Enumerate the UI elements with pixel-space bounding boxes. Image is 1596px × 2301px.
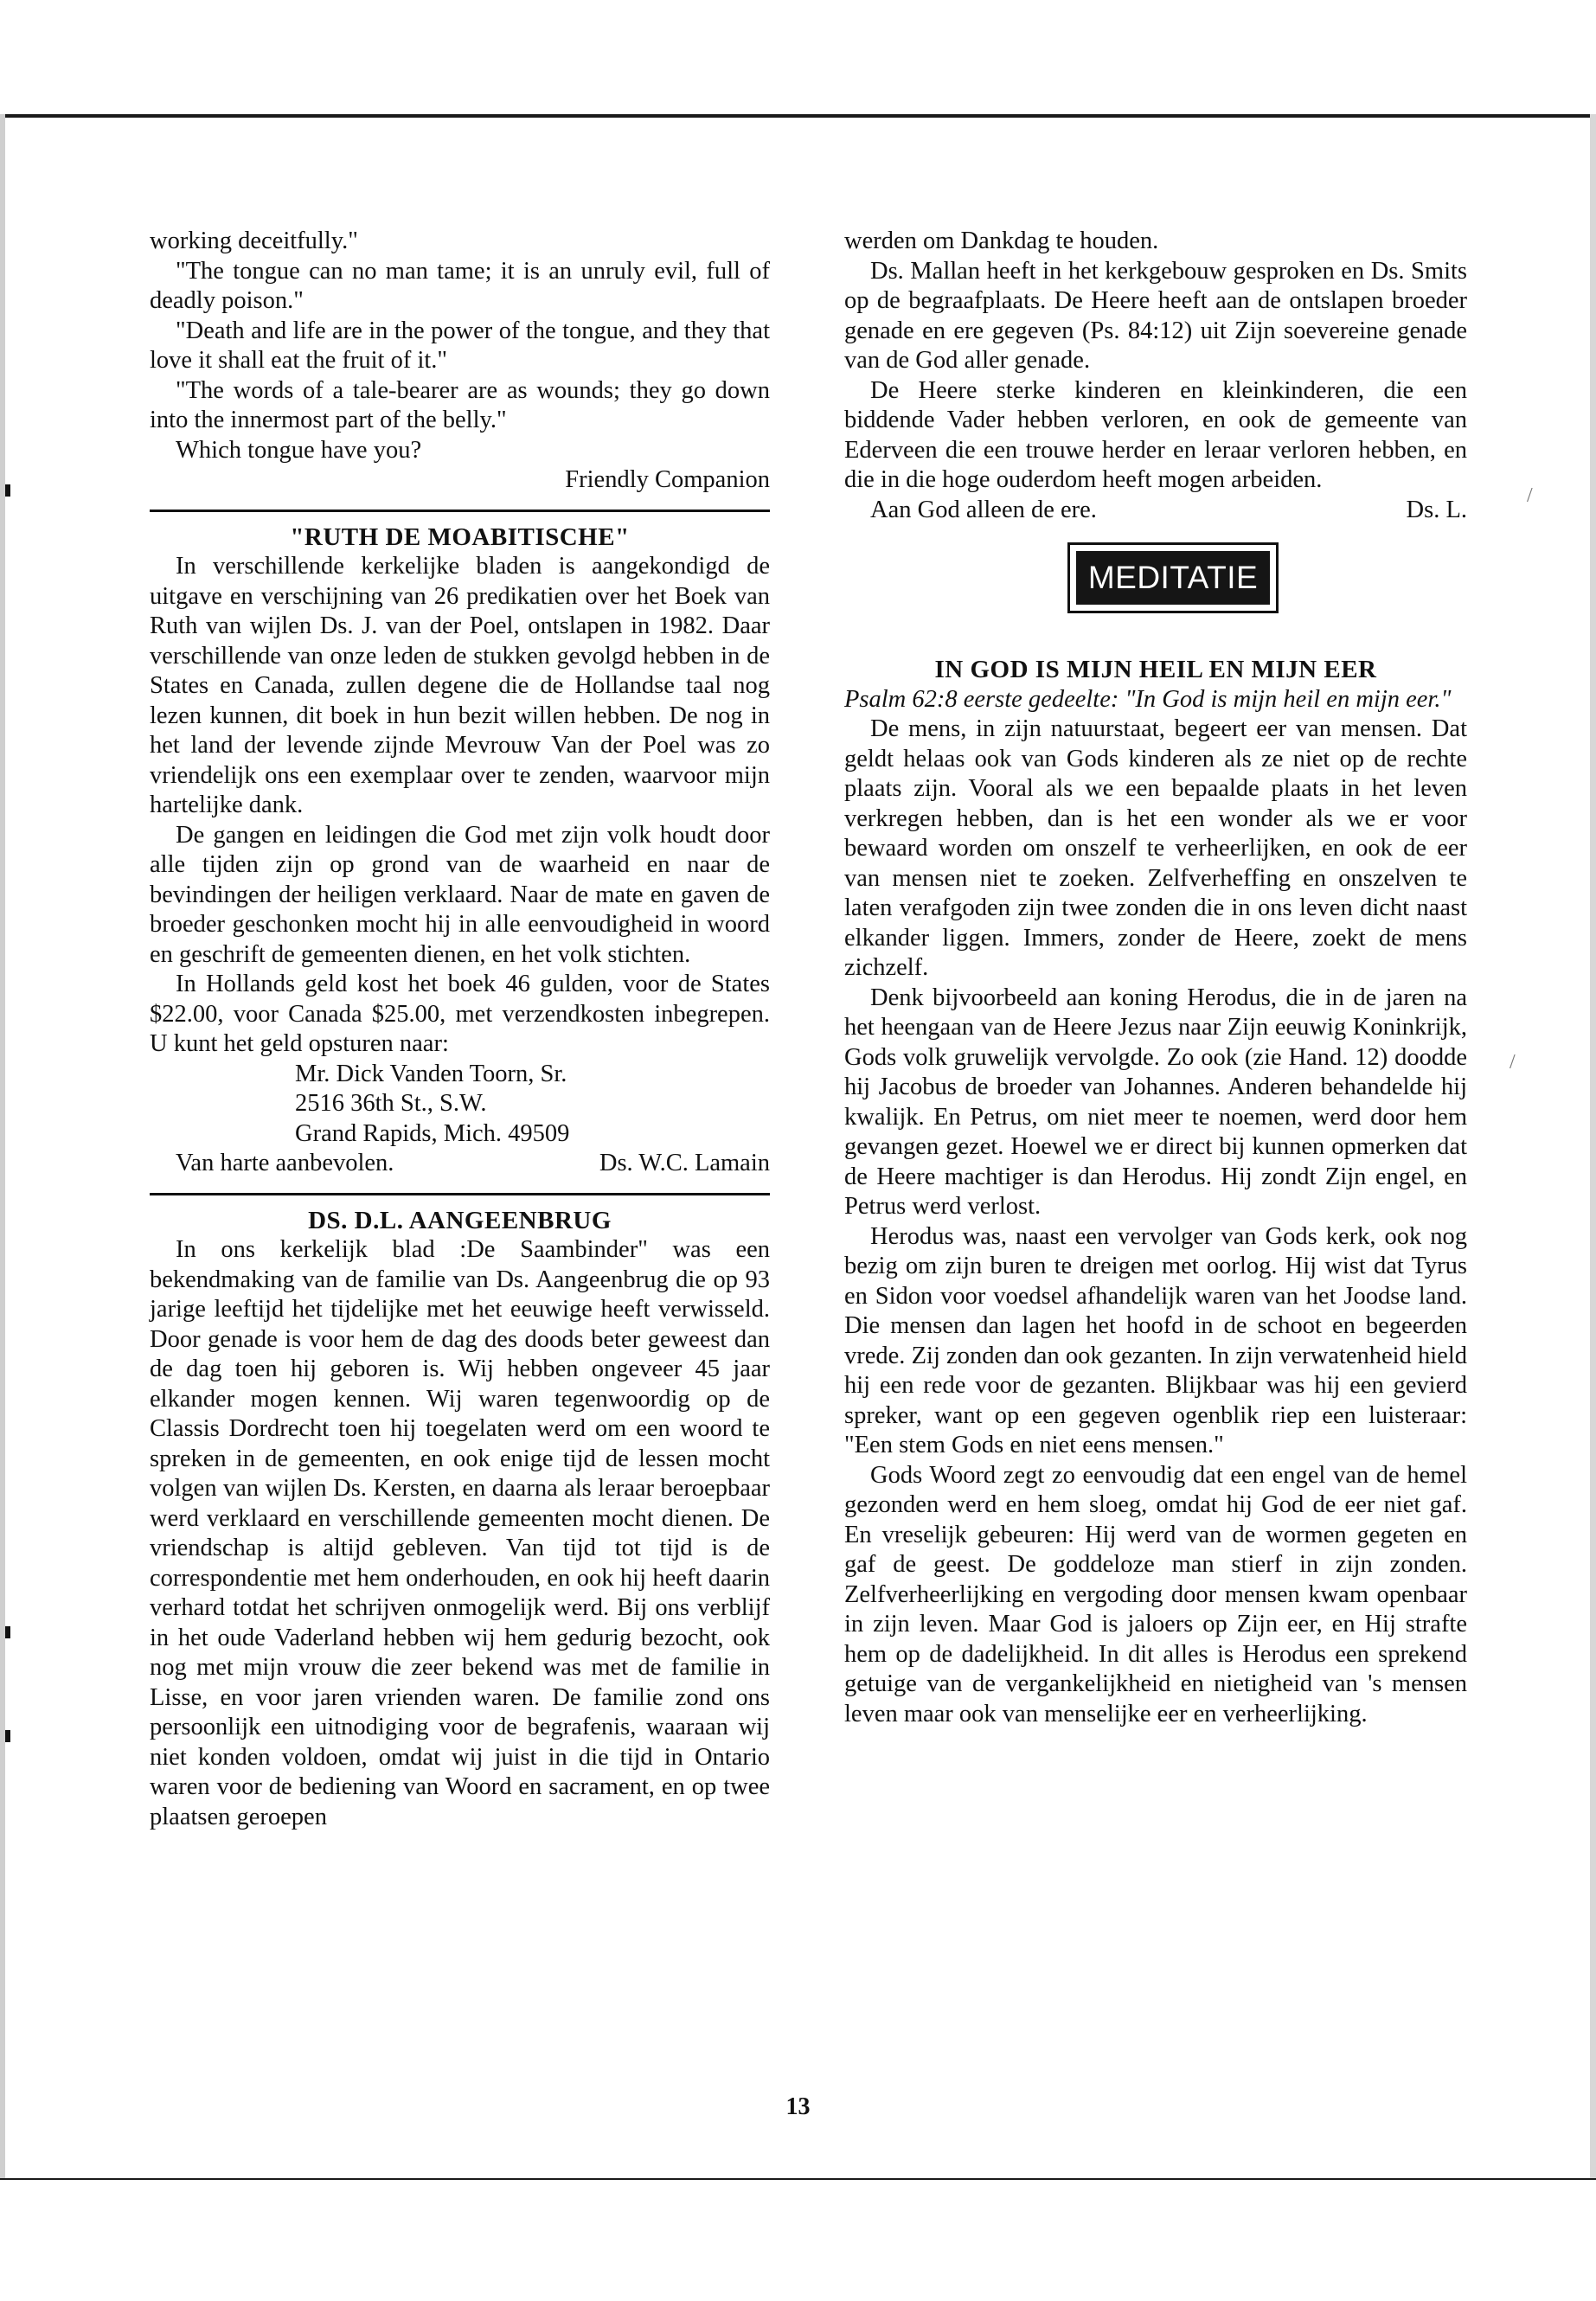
ruth-signature: Ds. W.C. Lamain	[599, 1150, 770, 1176]
scan-bottom-margin	[0, 2180, 1596, 2301]
quote-line: "The tongue can no man tame; it is an unruly evil, full of deadly poison."	[150, 257, 770, 314]
ruth-paragraph: De gangen en leidingen die God met zijn volk houdt door alle tijden zijn op grond van de waarheid en naar de bevindingen der heiligen verklaard. Naar de mate en gaven de broeder geschonken mocht hij in alle eenvoudigheid in woord en geschrift de gemeenten dienen, en het volk stichten.	[150, 821, 770, 968]
aangeenbrug-title: DS. D.L. AANGEENBRUG	[308, 1206, 612, 1234]
meditation-title: IN GOD IS MIJN HEIL EN MIJN EER	[934, 656, 1377, 683]
page-right-edge	[1590, 114, 1596, 2182]
left-column	[150, 227, 770, 1832]
address-line: 2516 36th St., S.W.	[295, 1090, 487, 1117]
page-number: 13	[785, 2093, 811, 2120]
address-line: Grand Rapids, Mich. 49509	[295, 1119, 570, 1147]
quote-line: Which tongue have you?	[176, 436, 422, 464]
pencil-mark: /	[1527, 484, 1533, 507]
quote-line: "Death and life are in the power of the tongue, and they that love it shall eat the fruit of it."	[150, 317, 770, 374]
binding-mark	[5, 1626, 10, 1638]
ruth-paragraph: In Hollands geld kost het boek 46 gulden, voor de States $22.00, voor Canada $25.00, met verzendkosten inbegrepen. U kunt het geld opsturen naar:	[150, 971, 770, 1057]
meditatie-label: MEDITATIE	[1076, 551, 1270, 605]
quote-source: Friendly Companion	[565, 466, 770, 493]
page-left-edge	[0, 114, 5, 2182]
ruth-signoff	[150, 1149, 770, 1179]
meditatie-frame	[1067, 542, 1279, 613]
closing-row	[844, 496, 1467, 526]
section-divider	[150, 510, 770, 512]
right-column	[844, 227, 1467, 1729]
closing-signature: Ds. L.	[1406, 496, 1467, 523]
meditatie-banner	[844, 542, 1467, 613]
meditation-paragraph: Herodus was, naast een vervolger van Gods kerk, ook nog bezig om zijn buren te dreigen met oorlog. Hij wist dat Tyrus en Sidon voor voedsel afhandelijk waren van het Joodse land. Die mensen dan lagen het hoofd in de schoot en begeerden vrede. Zij zonden dan ook gezanten. In zijn verwatenheid hield hij een rede voor de gezanten. Blijkbaar was hij een gevierd spreker, want op een gegeven ogenblik riep een luisteraar: "Een stem Gods en niet eens mensen."	[844, 1222, 1467, 1458]
page-top-edge	[0, 114, 1596, 118]
binding-mark	[5, 1730, 10, 1742]
address-line: Mr. Dick Vanden Toorn, Sr.	[295, 1060, 567, 1087]
scan-top-margin	[0, 0, 1596, 114]
binding-mark	[5, 484, 10, 497]
quote-line: working deceitfully."	[150, 228, 358, 254]
continuation-line: werden om Dankdag te houden.	[844, 228, 1159, 254]
recommend-text: Van harte aanbevolen.	[176, 1150, 394, 1176]
aangeenbrug-paragraph: In ons kerkelijk blad :De Saambinder" was een bekendmaking van de familie van Ds. Aangeenbrug die op 93 jarige leeftijd het tijdelijke met het eeuwige heeft verwisseld. Door genade is voor hem de dag des doods beter geweest dan de dag toen hij geboren is. Wij hebben ongeveer 45 jaar elkander mogen kennen. Wij waren tegenwoordig op de Classis Dordrecht toen hij toegelaten werd om een woord te spreken in de gemeenten, en ook enige tijd de lessen mocht volgen van wijlen Ds. Kersten, en daarna als leraar beroepbaar werd verklaard en verschillende gemeenten mocht dienen. De vriendschap is altijd gebleven. Van tijd tot tijd is de correspondentie met hem onderhouden, en ook hij heeft daarin verhard totdat het schrijven onmogelijk werd. Bij ons verblijf in het oude Vaderland hebben wij hem gedurig bezocht, ook nog met mijn vrouw die zeer bekend was met de familie in Lisse, en voor jaren vrienden waren. De familie zond ons persoonlijk een uitnodiging voor de begrafenis, waaraan wij niet konden voldoen, omdat wij juist in die tijd in Ontario waren voor de bediening van Woord en sacrament, en op twee plaatsen geroepen	[150, 1236, 770, 1830]
section-divider	[150, 1193, 770, 1195]
ruth-paragraph: In verschillende kerkelijke bladen is aangekondigd de uitgave en verschijning van 26 predikatien over het Boek van Ruth van wijlen Ds. J. van der Poel, ontslapen in 1982. Daar verschillende van onze leden de stukken gevolgd hebben in de States en Canada, zullen degene die de Hollandse taal nog lezen kunnen, dit boek in hun bezit willen hebben. De nog in het land der levende zijnde Mevrouw Van der Poel was zo vriendelijk ons een exemplaar over te zenden, waarvoor mijn hartelijke dank.	[150, 553, 770, 818]
meditation-subtitle: Psalm 62:8 eerste gedeelte: "In God is mijn heil en mijn eer."	[844, 685, 1452, 713]
meditation-paragraph: Denk bijvoorbeeld aan koning Herodus, die in de jaren na het heengaan van de Heere Jezus naar Zijn eeuwig Koninkrijk, Gods volk gruwelijk vervolgde. Zo ook (zie Hand. 12) doodde hij Jacobus de broeder van Johannes. Anderen behandelde hij kwalijk. En Petrus, om niet meer te noemen, werd door hem gevangen gezet. Hoewel we er direct bij kunnen opmerken dat de Heere machtiger is dan Herodus. Hij zondt Zijn engel, en Petrus werd verlost.	[844, 984, 1467, 1220]
pencil-mark: /	[1509, 1051, 1516, 1074]
continuation-paragraph: De Heere sterke kinderen en kleinkinderen, die een biddende Vader hebben verloren, en ook de gemeente van Ederveen die een trouwe herder en leraar verloren hebben, en die in die hoge ouderdom heeft mogen arbeiden.	[844, 376, 1467, 493]
quote-line: "The words of a tale-bearer are as wounds; they go down into the innermost part of the belly."	[150, 376, 770, 433]
meditation-paragraph: De mens, in zijn natuurstaat, begeert eer van mensen. Dat geldt helaas ook van Gods kinderen als ze niet op de rechte plaats zijn. Vooral als we een bepaalde plaats in het leven verkregen hebben, dan is het een wonder als we er voor bewaard worden om onszelf te verheerlijken, en ook de eer van mensen niet te zoeken. Zelfverheffing en onszelven te laten verafgoden zijn twee zonden die in ons leven dicht naast elkander liggen. Immers, zonder de Heere, zoekt de mens zichzelf.	[844, 715, 1467, 981]
closing-line: Aan God alleen de ere.	[870, 496, 1097, 523]
meditation-paragraph: Gods Woord zegt zo eenvoudig dat een engel van de hemel gezonden werd en hem sloeg, omdat hij God de eer niet gaf. En vreselijk gebeuren: Hij werd van de wormen gegeten en gaf de geest. De goddeloze man stierf in zijn zonden. Zelfverheerlijking en vergoding door mensen kwam openbaar in zijn leven. Maar God is jaloers op Zijn eer, en Hij strafte hem op de dadelijkheid. In dit alles is Herodus een sprekend getuige van de vergankelijkheid en nietigheid van 's mensen leven maar ook van menselijke eer en verheerlijking.	[844, 1461, 1467, 1727]
ruth-title: "RUTH DE MOABITISCHE"	[290, 522, 630, 551]
continuation-paragraph: Ds. Mallan heeft in het kerkgebouw gesproken en Ds. Smits op de begraafplaats. De Heere heeft aan de ontslapen broeder genade en ere gegeven (Ps. 84:12) uit Zijn soevereine genade van de God aller genade.	[844, 257, 1467, 374]
